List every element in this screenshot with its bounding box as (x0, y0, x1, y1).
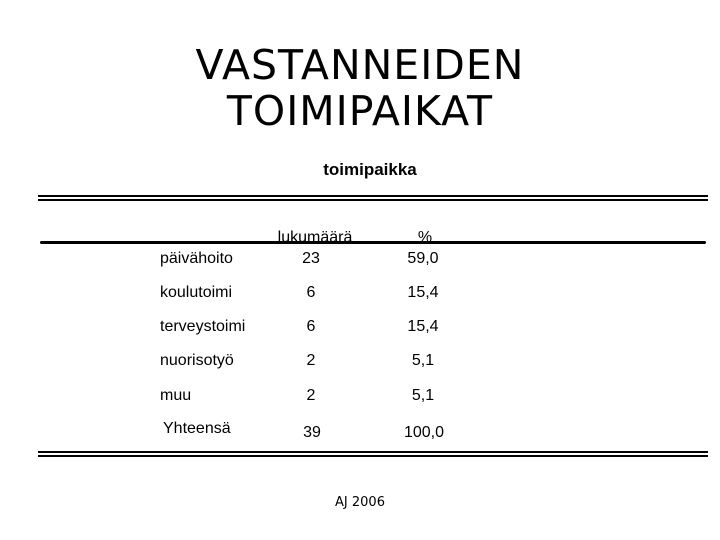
column-header-percent: % (417, 229, 433, 246)
slide-title-line-2: TOIMIPAIKAT (226, 87, 494, 135)
row-label-koulutoimi: koulutoimi (160, 284, 233, 301)
row-percent-muu: 5,1 (411, 387, 435, 404)
row-label-paivahoito: päivähoito (160, 250, 233, 267)
row-count-paivahoito: 23 (302, 250, 320, 267)
row-percent-terveystoimi: 15,4 (407, 318, 439, 335)
row-count-terveystoimi: 6 (306, 318, 316, 335)
table-bottom-rule-2 (38, 455, 708, 457)
table-bottom-rule (38, 451, 708, 453)
row-count-koulutoimi: 6 (306, 284, 316, 301)
row-percent-nuorisotyo: 5,1 (411, 352, 435, 369)
row-percent-koulutoimi: 15,4 (407, 284, 439, 301)
footer-text: AJ 2006 (335, 495, 385, 510)
total-label: Yhteensä (163, 420, 231, 437)
header-rule (40, 241, 706, 244)
slide-title-line-1: VASTANNEIDEN (195, 41, 525, 89)
row-label-terveystoimi: terveystoimi (160, 318, 246, 335)
table-top-rule-2 (38, 199, 708, 201)
row-count-muu: 2 (306, 387, 316, 404)
total-count: 39 (303, 424, 321, 441)
row-label-muu: muu (160, 387, 192, 404)
table-top-rule (38, 195, 708, 197)
row-percent-paivahoito: 59,0 (407, 250, 439, 267)
slide-title (0, 42, 720, 134)
row-label-nuorisotyo: nuorisotyö (160, 352, 234, 369)
total-percent: 100,0 (403, 424, 445, 441)
table-caption: toimipaikka (323, 160, 417, 179)
column-header-count: lukumäärä (277, 229, 353, 246)
row-count-nuorisotyo: 2 (306, 352, 316, 369)
